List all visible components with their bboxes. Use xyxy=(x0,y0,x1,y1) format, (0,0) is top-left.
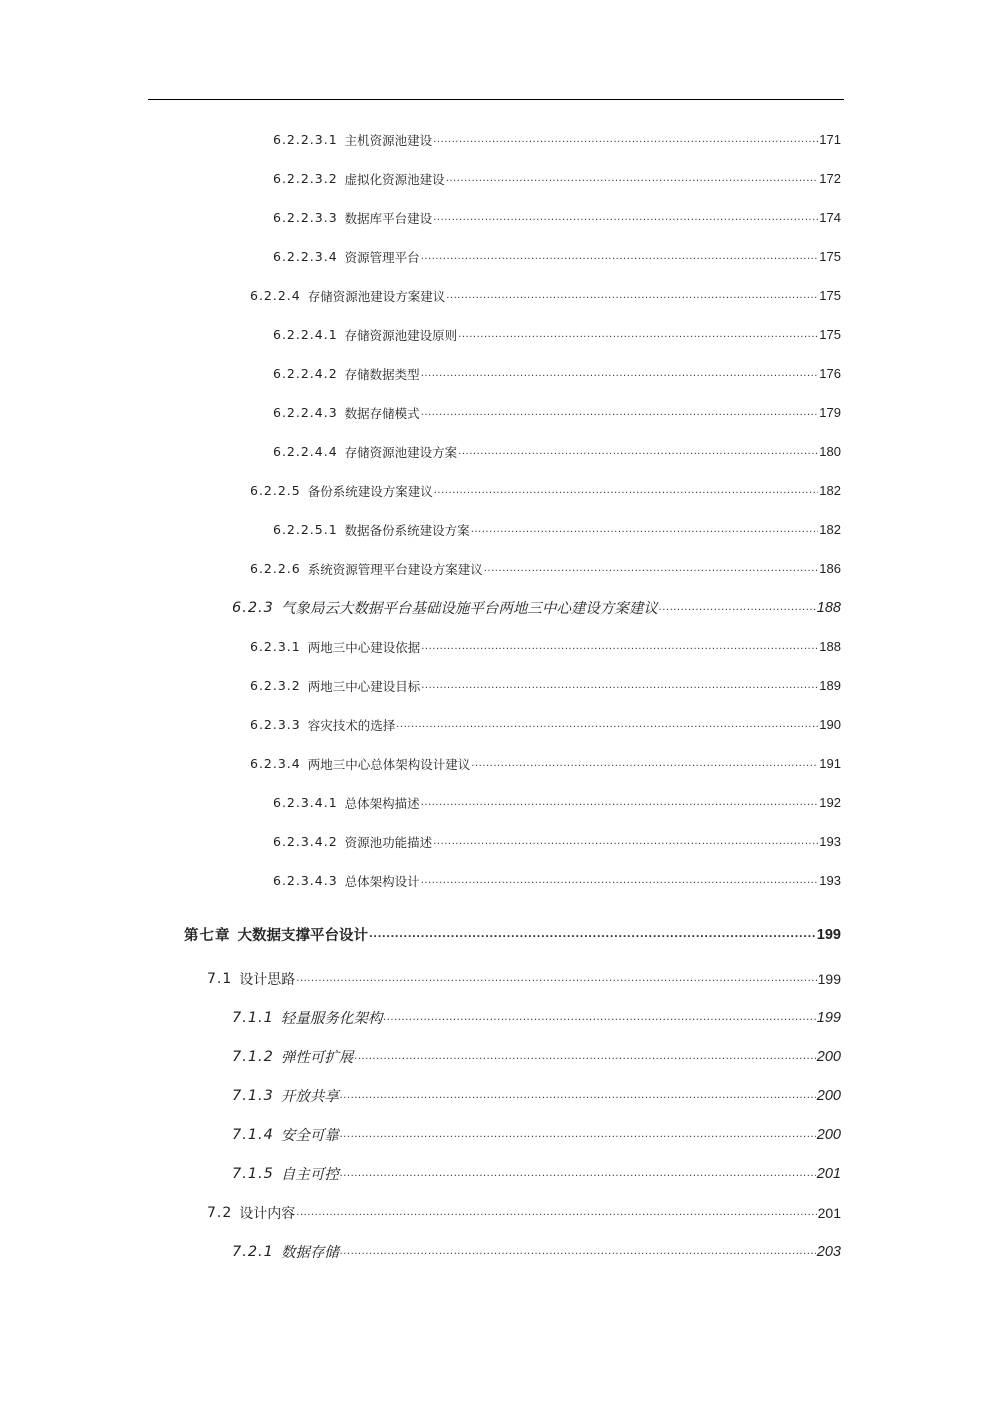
dot-leader xyxy=(421,679,818,693)
toc-entry-page: 199 xyxy=(816,1009,841,1026)
toc-entry[interactable] xyxy=(0,1076,992,1115)
toc-entry-title: 资源管理平台 xyxy=(344,249,420,265)
toc-entry-page: 182 xyxy=(819,483,841,498)
toc-entry-page: 176 xyxy=(819,366,841,381)
toc-entry-number: 6.2.3.4.3 xyxy=(273,873,338,888)
toc-entry-number: 7.1.3 xyxy=(232,1087,274,1104)
toc-entry-title: 大数据支撑平台设计 xyxy=(237,928,368,944)
dot-leader xyxy=(340,1167,816,1181)
toc-entry-title: 设计思路 xyxy=(239,971,296,988)
dot-leader xyxy=(446,289,818,303)
toc-entry-title: 数据库平台建设 xyxy=(344,210,433,226)
toc-entry-number: 6.2.3.3 xyxy=(250,717,301,732)
toc-entry-number: 6.2.3 xyxy=(232,599,274,616)
toc-entry-number: 6.2.2.3.2 xyxy=(273,171,338,186)
header-rule xyxy=(148,99,844,100)
toc-entry[interactable] xyxy=(0,276,992,315)
toc-entry-page: 193 xyxy=(819,834,841,849)
toc-entry-number: 7.1.1 xyxy=(232,1009,274,1026)
dot-leader xyxy=(383,1011,815,1025)
toc-entry[interactable] xyxy=(0,1232,992,1271)
dot-leader xyxy=(296,1206,816,1220)
dot-leader xyxy=(458,445,818,459)
dot-leader xyxy=(421,640,818,654)
toc-entry-title: 备份系统建设方案建议 xyxy=(307,483,433,499)
dot-leader xyxy=(340,1128,816,1142)
toc-entry-number: 6.2.3.4 xyxy=(250,756,301,771)
toc-entry-page: 203 xyxy=(816,1243,841,1260)
toc-entry-title: 容灾技术的选择 xyxy=(307,717,396,733)
dot-leader xyxy=(446,172,819,186)
dot-leader xyxy=(340,1089,816,1103)
toc-entry-number: 6.2.2.4.2 xyxy=(273,366,338,381)
toc-entry[interactable] xyxy=(0,159,992,198)
dot-leader xyxy=(421,250,819,264)
toc-entry-page: 191 xyxy=(819,756,841,771)
toc-entry-title: 虚拟化资源池建设 xyxy=(344,171,445,187)
toc-entry-number: 7.2.1 xyxy=(232,1243,274,1260)
toc-entry[interactable] xyxy=(0,549,992,588)
toc-entry-number: 6.2.2.4.3 xyxy=(273,405,338,420)
toc-entry[interactable] xyxy=(0,783,992,822)
dot-leader xyxy=(369,928,816,942)
toc-entry[interactable] xyxy=(0,315,992,354)
toc-entry-number: 6.2.2.4.1 xyxy=(273,327,338,342)
toc-entry-title: 开放共享 xyxy=(280,1089,339,1105)
toc-entry-title: 数据存储 xyxy=(280,1245,339,1261)
toc-entry[interactable] xyxy=(0,861,992,900)
toc-entry-number: 7.1.5 xyxy=(232,1165,274,1182)
dot-leader xyxy=(421,796,819,810)
toc-entry-page: 172 xyxy=(819,171,841,186)
toc-entry[interactable] xyxy=(0,354,992,393)
dot-leader xyxy=(354,1050,815,1064)
toc-entry[interactable] xyxy=(0,822,992,861)
table-of-contents xyxy=(0,120,992,1271)
toc-entry-title: 存储资源池建设方案建议 xyxy=(307,288,446,304)
toc-entry-page: 192 xyxy=(819,795,841,810)
toc-entry-title: 弹性可扩展 xyxy=(280,1050,354,1066)
dot-leader xyxy=(421,367,819,381)
dot-leader xyxy=(396,718,818,732)
toc-entry-page: 193 xyxy=(819,873,841,888)
dot-leader xyxy=(421,406,819,420)
toc-entry-number: 6.2.3.4.1 xyxy=(273,795,338,810)
toc-entry[interactable] xyxy=(0,510,992,549)
toc-entry-page: 182 xyxy=(819,522,841,537)
toc-entry[interactable] xyxy=(0,666,992,705)
toc-entry-page: 188 xyxy=(816,599,841,616)
toc-entry-page: 200 xyxy=(816,1087,841,1104)
dot-leader xyxy=(471,757,818,771)
toc-entry-number: 6.2.2.4.4 xyxy=(273,444,338,459)
toc-entry[interactable] xyxy=(0,627,992,666)
toc-entry-title: 两地三中心建设依据 xyxy=(307,639,421,655)
toc-entry-number: 7.1 xyxy=(207,970,233,987)
toc-entry-number: 6.2.3.1 xyxy=(250,639,301,654)
toc-entry-number: 7.1.2 xyxy=(232,1048,274,1065)
dot-leader xyxy=(484,562,819,576)
dot-leader xyxy=(433,133,818,147)
toc-entry-title: 安全可靠 xyxy=(280,1128,339,1144)
toc-entry-page: 186 xyxy=(819,561,841,576)
toc-entry-page: 179 xyxy=(819,405,841,420)
toc-entry-number: 6.2.2.6 xyxy=(250,561,301,576)
toc-entry-title: 存储资源池建设方案 xyxy=(344,444,458,460)
toc-entry-title: 资源池功能描述 xyxy=(344,834,433,850)
toc-entry-number: 7.2 xyxy=(207,1204,233,1221)
toc-entry-number: 6.2.2.4 xyxy=(250,288,301,303)
toc-entry-page: 199 xyxy=(817,970,841,987)
toc-entry[interactable] xyxy=(0,120,992,159)
dot-leader xyxy=(296,972,816,986)
toc-entry-title: 总体架构设计 xyxy=(344,873,420,889)
toc-entry-page: 171 xyxy=(819,132,841,147)
toc-entry[interactable] xyxy=(0,471,992,510)
toc-entry[interactable] xyxy=(0,198,992,237)
toc-entry[interactable] xyxy=(0,998,992,1037)
toc-entry-page: 201 xyxy=(817,1204,841,1221)
toc-entry-title: 系统资源管理平台建设方案建议 xyxy=(307,561,483,577)
toc-entry-title: 气象局云大数据平台基础设施平台两地三中心建设方案建议 xyxy=(280,601,658,617)
toc-entry[interactable] xyxy=(0,1154,992,1193)
dot-leader xyxy=(471,523,819,537)
toc-entry[interactable] xyxy=(0,705,992,744)
dot-leader xyxy=(659,601,816,615)
toc-entry-number: 6.2.2.5 xyxy=(250,483,301,498)
toc-entry-title: 两地三中心总体架构设计建议 xyxy=(307,756,471,772)
toc-entry-page: 175 xyxy=(819,249,841,264)
toc-entry-number: 6.2.2.3.3 xyxy=(273,210,338,225)
toc-entry-number: 6.2.3.4.2 xyxy=(273,834,338,849)
dot-leader xyxy=(434,484,819,498)
toc-entry[interactable] xyxy=(0,393,992,432)
toc-entry[interactable] xyxy=(0,1037,992,1076)
toc-entry[interactable] xyxy=(0,432,992,471)
toc-entry-page: 180 xyxy=(819,444,841,459)
toc-entry-title: 设计内容 xyxy=(239,1205,296,1222)
toc-entry-number: 7.1.4 xyxy=(232,1126,274,1143)
toc-entry-number: 6.2.2.3.1 xyxy=(273,132,338,147)
toc-entry[interactable] xyxy=(0,1115,992,1154)
toc-entry-page: 200 xyxy=(816,1126,841,1143)
toc-entry-page: 188 xyxy=(819,639,841,654)
toc-entry-number: 6.2.2.5.1 xyxy=(273,522,338,537)
dot-leader xyxy=(433,835,818,849)
toc-entry-title: 自主可控 xyxy=(280,1167,339,1183)
toc-entry-title: 存储数据类型 xyxy=(344,366,420,382)
toc-entry-title: 数据存储模式 xyxy=(344,405,420,421)
toc-entry-number: 6.2.2.3.4 xyxy=(273,249,338,264)
dot-leader xyxy=(433,211,818,225)
toc-entry[interactable] xyxy=(0,588,992,627)
toc-entry-number: 6.2.3.2 xyxy=(250,678,301,693)
toc-entry-page: 174 xyxy=(819,210,841,225)
toc-entry[interactable] xyxy=(0,959,992,998)
toc-entry[interactable] xyxy=(0,910,992,959)
dot-leader xyxy=(421,874,819,888)
toc-entry-number: 第七章 xyxy=(184,928,231,944)
toc-entry-page: 175 xyxy=(819,288,841,303)
toc-entry-page: 201 xyxy=(816,1165,841,1182)
toc-entry-page: 175 xyxy=(819,327,841,342)
toc-entry-title: 存储资源池建设原则 xyxy=(344,327,458,343)
dot-leader xyxy=(340,1245,816,1259)
dot-leader xyxy=(458,328,818,342)
toc-entry-title: 数据备份系统建设方案 xyxy=(344,522,470,538)
toc-entry-page: 199 xyxy=(816,926,841,943)
toc-entry[interactable] xyxy=(0,237,992,276)
toc-entry[interactable] xyxy=(0,1193,992,1232)
toc-entry[interactable] xyxy=(0,744,992,783)
toc-entry-page: 189 xyxy=(819,678,841,693)
toc-entry-title: 总体架构描述 xyxy=(344,795,420,811)
toc-entry-page: 190 xyxy=(819,717,841,732)
toc-entry-title: 轻量服务化架构 xyxy=(280,1011,383,1027)
toc-entry-title: 两地三中心建设目标 xyxy=(307,678,421,694)
toc-entry-page: 200 xyxy=(816,1048,841,1065)
toc-entry-title: 主机资源池建设 xyxy=(344,132,433,148)
